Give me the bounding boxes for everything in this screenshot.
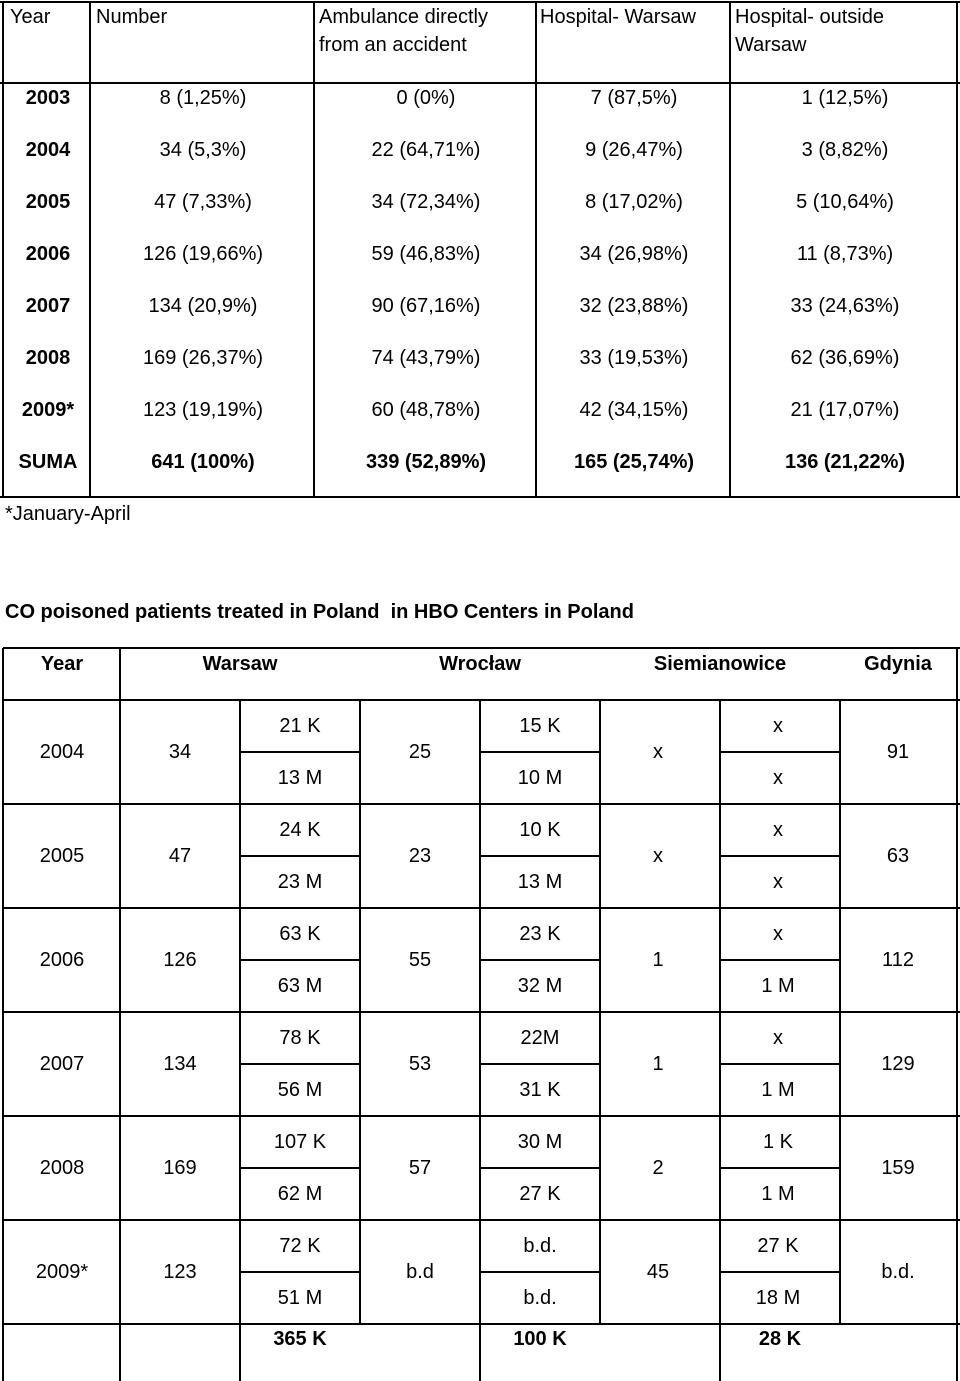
- t1-cell-year: 2008: [25, 347, 71, 369]
- t1-cell-number: 8 (1,25%): [159, 87, 247, 109]
- t2-cell-warsaw-k: 78 K: [279, 1027, 321, 1049]
- t2-cell-wroclaw: b.d: [406, 1261, 434, 1283]
- t2-cell-wroclaw: 57: [408, 1157, 432, 1179]
- t2-cell-siemianowice-m: 18 M: [755, 1287, 801, 1309]
- t2-cell-wroclaw-m: 10 M: [517, 767, 563, 789]
- t2-cell-wroclaw-m: 13 M: [517, 871, 563, 893]
- t2-cell-siemianowice: 1: [652, 1053, 664, 1075]
- t2-cell-wroclaw-k: b.d.: [523, 1235, 557, 1257]
- t2-cell-siemianowice-k: x: [773, 923, 783, 945]
- t2-cell-siemianowice-m: 1 M: [761, 1079, 795, 1101]
- t2-cell-warsaw-m: 62 M: [277, 1183, 323, 1205]
- t2-cell-wroclaw-k: 15 K: [519, 715, 561, 737]
- t2-cell-warsaw-m: 63 M: [277, 975, 323, 997]
- t1-cell-number: 34 (5,3%): [159, 139, 247, 161]
- t2-cell-number: 47: [168, 845, 192, 867]
- t2-cell-siemianowice-k: 1 K: [762, 1131, 794, 1153]
- t1-cell-number: 169 (26,37%): [142, 347, 264, 369]
- t1-header-number: Number: [96, 6, 168, 28]
- t2-cell-gdynia: 112: [882, 949, 914, 971]
- t2-cell-warsaw-m: 56 M: [277, 1079, 323, 1101]
- t2-cell-warsaw-m: 23 M: [277, 871, 323, 893]
- t2-total-wroclaw: 100 K: [513, 1328, 567, 1350]
- t2-cell-warsaw-m: 13 M: [277, 767, 323, 789]
- t2-cell-year: 2008: [39, 1157, 85, 1179]
- t1-cell-ambulance: 34 (72,34%): [371, 191, 481, 213]
- t2-cell-siemianowice: 1: [652, 949, 664, 971]
- t1-cell-ambulance: 74 (43,79%): [371, 347, 481, 369]
- t2-cell-number: 126: [163, 949, 197, 971]
- t2-cell-gdynia: 63: [886, 845, 910, 867]
- t1-cell-hospital-warsaw: 32 (23,88%): [579, 295, 689, 317]
- t1-cell-ambulance: 90 (67,16%): [371, 295, 481, 317]
- t2-total-siemianowice: 28 K: [758, 1328, 802, 1350]
- t1-header-ambulance: [319, 3, 488, 59]
- t2-cell-warsaw-k: 63 K: [279, 923, 321, 945]
- t1-cell-ambulance: 59 (46,83%): [371, 243, 481, 265]
- t2-cell-wroclaw-k: 30 M: [517, 1131, 563, 1153]
- t2-cell-siemianowice-k: x: [773, 715, 783, 737]
- t2-cell-number: 34: [168, 741, 192, 763]
- t2-cell-siemianowice-m: 1 M: [761, 1183, 795, 1205]
- t2-cell-wroclaw-k: 23 K: [519, 923, 561, 945]
- t1-cell-hospital-warsaw: 8 (17,02%): [585, 191, 683, 213]
- t2-cell-gdynia: 129: [881, 1053, 915, 1075]
- t1-cell-hospital-outside: 11 (8,73%): [796, 243, 894, 265]
- t1-cell-year: 2009*: [21, 399, 75, 421]
- t1-cell-year: 2004: [25, 139, 71, 161]
- t1-cell-hospital-outside: 33 (24,63%): [790, 295, 900, 317]
- t1-cell-ambulance: 0 (0%): [396, 87, 456, 109]
- t2-cell-gdynia: 91: [886, 741, 910, 763]
- t1-cell-year: 2006: [25, 243, 71, 265]
- t2-cell-wroclaw: 23: [408, 845, 432, 867]
- t1-cell-hospital-outside: 1 (12,5%): [801, 87, 889, 109]
- t1-total-number: 641 (100%): [151, 451, 255, 473]
- t1-cell-year: 2003: [25, 87, 71, 109]
- t2-cell-year: 2007: [39, 1053, 85, 1075]
- t2-cell-wroclaw-k: 22M: [520, 1027, 560, 1049]
- t1-cell-hospital-outside: 21 (17,07%): [790, 399, 900, 421]
- t1-total-label: SUMA: [18, 451, 78, 473]
- t2-header-year: Year: [40, 653, 84, 675]
- t2-cell-gdynia: b.d.: [881, 1261, 915, 1283]
- t1-cell-hospital-outside: 5 (10,64%): [796, 191, 894, 213]
- t2-cell-year: 2006: [39, 949, 85, 971]
- t2-cell-wroclaw: 53: [408, 1053, 432, 1075]
- t2-cell-year: 2005: [39, 845, 85, 867]
- t1-cell-year: 2005: [25, 191, 71, 213]
- t2-cell-number: 134: [163, 1053, 197, 1075]
- t1-cell-hospital-warsaw: 7 (87,5%): [590, 87, 678, 109]
- t1-cell-hospital-outside: 62 (36,69%): [790, 347, 900, 369]
- t1-header-outside-line1: Hospital- outside: [735, 6, 884, 28]
- t1-cell-number: 123 (19,19%): [142, 399, 264, 421]
- t1-header-outside-line2: Warsaw: [735, 34, 807, 56]
- t2-cell-wroclaw: 55: [408, 949, 432, 971]
- t2-cell-warsaw-k: 24 K: [279, 819, 321, 841]
- t1-cell-year: 2007: [25, 295, 71, 317]
- t2-cell-year: 2009*: [35, 1261, 89, 1283]
- table2-grid: [3, 648, 960, 1381]
- t1-cell-number: 126 (19,66%): [142, 243, 264, 265]
- t2-cell-siemianowice: x: [653, 845, 663, 867]
- t1-header-ambulance-line1: Ambulance directly: [319, 6, 488, 28]
- t2-cell-siemianowice-m: x: [773, 871, 783, 893]
- t1-cell-hospital-warsaw: 9 (26,47%): [585, 139, 683, 161]
- t2-cell-wroclaw-k: 10 K: [519, 819, 561, 841]
- t1-cell-hospital-warsaw: 34 (26,98%): [579, 243, 689, 265]
- t1-cell-number: 134 (20,9%): [148, 295, 258, 317]
- t2-cell-siemianowice-m: 1 M: [761, 975, 795, 997]
- t1-cell-hospital-outside: 3 (8,82%): [801, 139, 889, 161]
- t1-cell-number: 47 (7,33%): [154, 191, 252, 213]
- t2-cell-wroclaw-m: b.d.: [523, 1287, 557, 1309]
- t2-header-gdynia: Gdynia: [864, 653, 932, 675]
- t2-header-warsaw: Warsaw: [202, 653, 278, 675]
- t2-cell-warsaw-m: 51 M: [277, 1287, 323, 1309]
- t2-cell-year: 2004: [39, 741, 85, 763]
- t1-header-ambulance-line2: from an accident: [319, 34, 467, 56]
- t2-cell-siemianowice-k: 27 K: [757, 1235, 799, 1257]
- t2-cell-siemianowice: x: [653, 741, 663, 763]
- t1-footnote: *January-April: [5, 503, 131, 525]
- t2-cell-siemianowice-m: x: [773, 767, 783, 789]
- t1-cell-ambulance: 22 (64,71%): [371, 139, 481, 161]
- t2-header-siemianowice: Siemianowice: [653, 653, 787, 675]
- t2-cell-wroclaw: 25: [408, 741, 432, 763]
- t2-cell-wroclaw-m: 31 K: [519, 1079, 561, 1101]
- t2-cell-number: 169: [163, 1157, 197, 1179]
- t1-cell-hospital-warsaw: 42 (34,15%): [579, 399, 689, 421]
- t2-cell-gdynia: 159: [881, 1157, 915, 1179]
- t1-cell-ambulance: 60 (48,78%): [371, 399, 481, 421]
- t1-total-ambulance: 339 (52,89%): [365, 451, 487, 473]
- t2-cell-siemianowice-k: x: [773, 819, 783, 841]
- t2-cell-warsaw-k: 107 K: [273, 1131, 327, 1153]
- t1-total-hospital-outside: 136 (21,22%): [784, 451, 906, 473]
- t2-header-wroclaw: Wrocław: [439, 653, 521, 675]
- t2-cell-number: 123: [163, 1261, 197, 1283]
- t2-title: CO poisoned patients treated in Poland in HBO Centers in Poland: [5, 601, 634, 623]
- t1-total-hospital-warsaw: 165 (25,74%): [573, 451, 695, 473]
- t1-header-year: Year: [10, 6, 51, 28]
- t2-cell-warsaw-k: 21 K: [279, 715, 321, 737]
- t2-cell-wroclaw-m: 32 M: [517, 975, 563, 997]
- t2-cell-siemianowice: 2: [652, 1157, 664, 1179]
- t2-cell-wroclaw-m: 27 K: [519, 1183, 561, 1205]
- t2-cell-siemianowice: 45: [646, 1261, 670, 1283]
- t2-cell-warsaw-k: 72 K: [279, 1235, 321, 1257]
- t2-cell-siemianowice-k: x: [773, 1027, 783, 1049]
- t1-header-hospital-warsaw: Hospital- Warsaw: [540, 6, 696, 28]
- t1-header-hospital-outside: [735, 3, 884, 59]
- t2-total-warsaw: 365 K: [273, 1328, 327, 1350]
- t1-cell-hospital-warsaw: 33 (19,53%): [579, 347, 689, 369]
